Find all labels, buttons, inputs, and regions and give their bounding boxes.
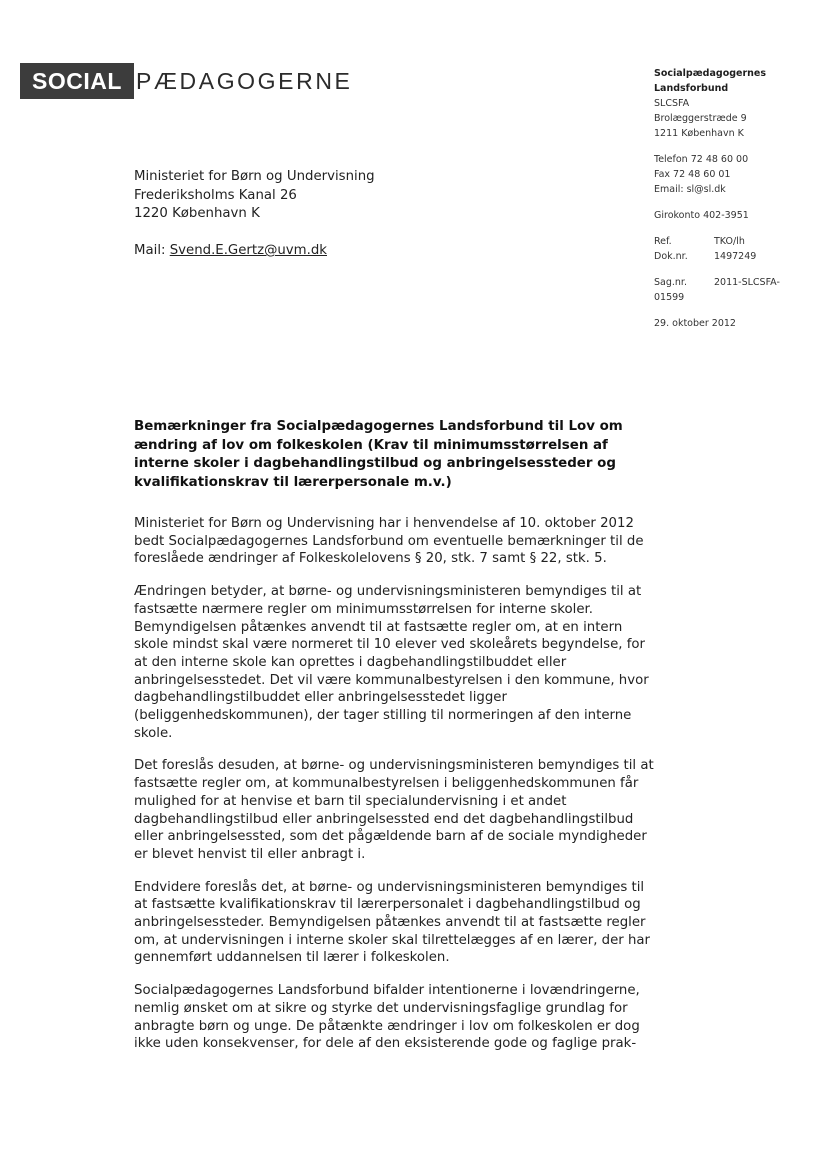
mail-label: Mail: <box>134 243 170 258</box>
sagnr-row <box>654 275 824 290</box>
recipient-address <box>134 168 375 224</box>
sender-phone: Telefon 72 48 60 00 <box>654 154 749 165</box>
logo-social: SOCIAL <box>20 63 134 99</box>
ref-value: TKO/lh <box>714 236 745 247</box>
mail-link[interactable]: Svend.E.Gertz@uvm.dk <box>169 243 327 258</box>
sender-abbr: SLCSFA <box>654 98 690 109</box>
sender-city: 1211 København K <box>654 128 744 139</box>
logo-paedagogerne: PÆDAGOGERNE <box>136 67 353 94</box>
letter-body <box>134 515 654 1068</box>
sagnr-label: Sag.nr. <box>654 277 687 288</box>
doknr-label: Dok.nr. <box>654 251 688 262</box>
ref-label: Ref. <box>654 236 672 247</box>
sender-fax: Fax 72 48 60 01 <box>654 169 731 180</box>
paragraph-4: Endvidere foreslås det, at børne- og undervisningsministeren bemyndiges til at fastsætte kvalifikationskrav til lærerpersonalet i dagbehandlingstilbud og anbringelsessteder. Bemyndigelsen påtænkes anvendt til at fastsætte regler om, at undervisningen i interne skoler skal tilrettelægges af en lærer, der har gennemført uddannelsen til lærer i folkeskolen. <box>134 879 651 966</box>
paragraph-3: Det foreslås desuden, at børne- og undervisningsministeren bemyndiges til at fastsætte regler om, at kommunalbestyrelsen i beliggenhedskommunen får mulighed for at henvise et barn til specialundervisning i et andet dagbehandlingstilbud eller anbringelsessted end det dagbehandlingstilbud eller anbringelsessted, som det pågældende barn af de sociale myndigheder er blevet henvist til eller anbragt i. <box>134 758 654 862</box>
sender-org-line1: Socialpædagogernes <box>654 68 767 79</box>
doknr-value: 1497249 <box>714 251 757 262</box>
recipient-line2: Frederiksholms Kanal 26 <box>134 187 297 203</box>
sagnr-value-continued: 01599 <box>654 292 685 303</box>
document-heading: Bemærkninger fra Socialpædagogernes Landsforbund til Lov om ændring af lov om folkeskolen (Krav til minimumsstørrelsen af interne skoler i dagbehandlingstilbud og anbringelsessteder og kvalifikationskrav til lærerpersonale m.v.) <box>134 419 623 490</box>
recipient-mail <box>134 243 327 258</box>
paragraph-5: Socialpædagogernes Landsforbund bifalder intentionerne i lovændringerne, nemlig ønsket om at sikre og styrke det undervisningsfaglige grundlag for anbragte børn og unge. De påtænkte ændringer i lov om folkeskolen er dog ikke uden konsekvenser, for dele af den eksisterende gode og faglige prak- <box>134 983 640 1052</box>
letter-date: 29. oktober 2012 <box>654 318 736 329</box>
doknr-row <box>654 249 824 264</box>
recipient-line3: 1220 København K <box>134 206 260 221</box>
sender-giro: Girokonto 402-3951 <box>654 210 749 221</box>
sender-street: Brolæggerstræde 9 <box>654 113 747 124</box>
sagnr-value: 2011-SLCSFA- <box>714 277 780 288</box>
ref-row <box>654 234 824 249</box>
sender-org-line2: Landsforbund <box>654 83 729 94</box>
sender-block <box>654 66 824 331</box>
recipient-line1: Ministeriet for Børn og Undervisning <box>134 169 375 184</box>
paragraph-2: Ændringen betyder, at børne- og undervisningsministeren bemyndiges til at fastsætte nærmere regler om minimumsstørrelsen for interne skoler. Bemyndigelsen påtænkes anvendt til at fastsætte regler om, at en intern skole mindst skal være normeret til 10 elever ved skoleårets begyndelse, for at den interne skole kan oprettes i dagbehandlingstilbuddet eller anbringelsesstedet. Det vil være kommunalbestyrelsen i den kommune, hvor dagbehandlingstilbuddet eller anbringelsesstedet ligger (beliggenhedskommunen), der tager stilling til normeringen af den interne skole. <box>134 584 649 741</box>
organization-logo <box>20 63 352 99</box>
paragraph-1: Ministeriet for Børn og Undervisning har i henvendelse af 10. oktober 2012 bedt Socialpædagogernes Landsforbund om eventuelle bemærkninger til de foreslåede ændringer af Folkeskolelovens § 20, stk. 7 samt § 22, stk. 5. <box>134 516 644 567</box>
sender-email: Email: sl@sl.dk <box>654 184 726 195</box>
